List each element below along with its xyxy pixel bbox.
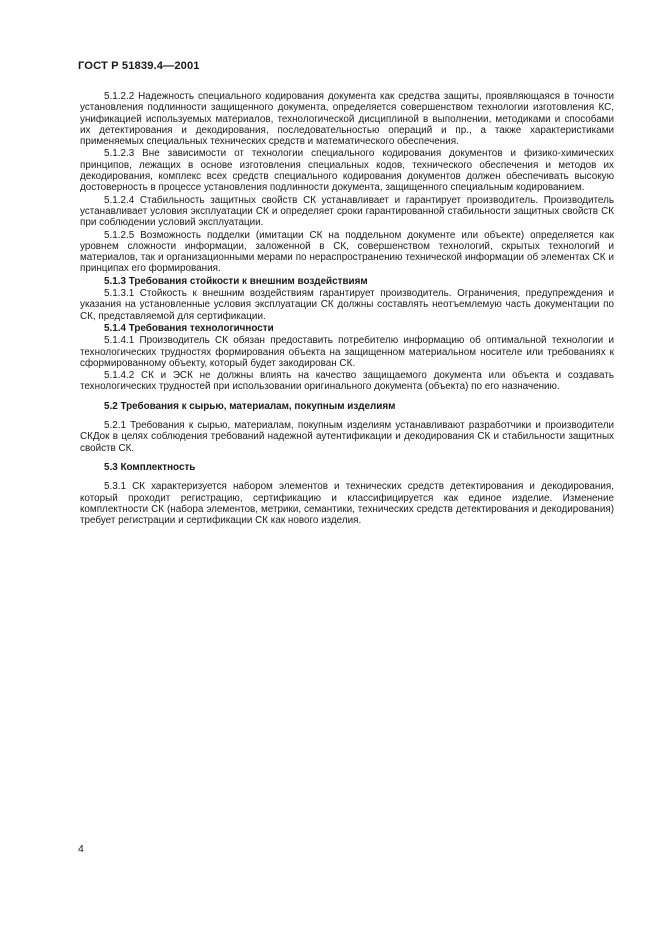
- section-heading-5-2: 5.2 Требования к сырью, материалам, покупным изделиям: [104, 400, 396, 412]
- paragraph-5-2-1: 5.2.1 Требования к сырью, материалам, покупным изделиям устанавливают разработчики и производители СКДок в целях соблюдения требований надежной аутентификации и декодирования СК и стабильности защитных свойств СК.: [80, 420, 614, 454]
- paragraph-5-1-2-3: 5.1.2.3 Вне зависимости от технологии специального кодирования документов и физико-химических принципов, лежащих в основе изготовления специальных кодов, технического обеспечения и методов их декодирования, комплекс всех средств специального кодирования документов должен обеспечивать высокую достоверность в процессе установления подлинности документа, защищенного специальным кодированием.: [80, 148, 614, 194]
- subsection-heading-5-1-3: 5.1.3 Требования стойкости к внешним воздействиям: [104, 275, 368, 287]
- document-body: [80, 91, 614, 527]
- section-heading-5-3: 5.3 Комплектность: [104, 461, 196, 473]
- paragraph-5-1-3-1: 5.1.3.1 Стойкость к внешним воздействиям гарантирует производитель. Ограничения, предупреждения и указания на установленные условия эксплуатации СК должны составлять неотъемлемую часть документации по СК, представляемой для сертификации.: [80, 288, 614, 322]
- paragraph-5-1-2-4: 5.1.2.4 Стабильность защитных свойств СК устанавливает и гарантирует производитель. Производитель устанавливает условия эксплуатации СК и определяет сроки гарантированной стабильности защитных свойств СК при соблюдении условий эксплуатации.: [80, 194, 614, 229]
- paragraph-5-1-2-2: 5.1.2.2 Надежность специального кодирования документа как средства защиты, проявляющаяся в точности установления подлинности защищенного документа, определяется совершенством технологии изготовления КС, унификацией используемых материалов, технологической дисциплиной в выполнении, методиками и способами их детектирования и декодирования, последовательностью операций и пр., а также характеристиками применяемых специальных технических средств и математического обеспечения.: [80, 91, 614, 148]
- paragraph-5-1-2-5: 5.1.2.5 Возможность подделки (имитации СК на поддельном документе или объекте) определяется как уровнем сложности информации, заложенной в СК, совершенством технологий, скрытых технологий и материалов, так и организационными мерами по нераспространению технической информации об элементах СК и принципах его формирования.: [80, 229, 614, 275]
- subsection-heading-5-1-4: 5.1.4 Требования технологичности: [104, 322, 274, 334]
- document-code: ГОСТ Р 51839.4—2001: [78, 60, 200, 72]
- paragraph-5-1-4-1: 5.1.4.1 Производитель СК обязан предоставить потребителю информацию об оптимальной технологии и технологических трудностях формирования объекта на защищенном материальном носителе или требованиях к сформированному объекту, который будет закодирован СК.: [80, 335, 614, 369]
- paragraph-5-3-1: 5.3.1 СК характеризуется набором элементов и технических средств детектирования и декодирования, который проходит регистрацию, сертификацию и классифицируется как единое изделие. Изменение комплектности СК (набора элементов, метрики, семантики, технических средств детектирования и декодирования) требует регистрации и сертификации СК как нового изделия.: [80, 481, 614, 527]
- paragraph-5-1-4-2: 5.1.4.2 СК и ЭСК не должны влиять на качество защищаемого документа или объекта и создавать технологических трудностей при использовании оригинального документа (объекта) по его назначению.: [80, 370, 614, 393]
- page-number: 4: [78, 843, 84, 855]
